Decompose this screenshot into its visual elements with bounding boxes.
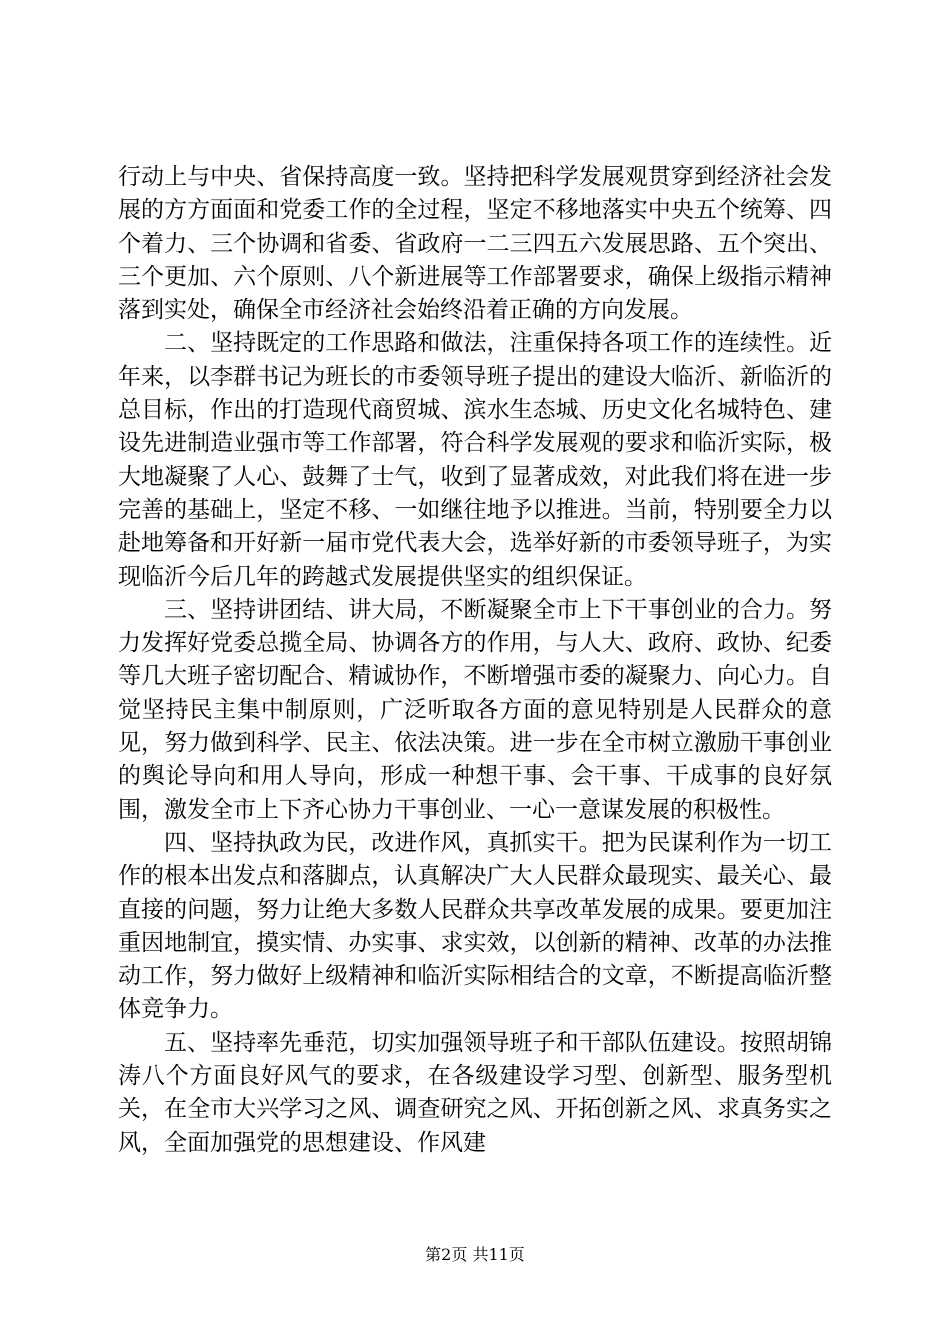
document-body <box>118 161 832 1160</box>
paragraph-2: 二、坚持既定的工作思路和做法，注重保持各项工作的连续性。近年来，以李群书记为班长的市委领导班子提出的建设大临沂、新临沂的总目标，作出的打造现代商贸城、滨水生态城、历史文化名城特色、建设先进制造业强市等工作部署，符合科学发展观的要求和临沂实际，极大地凝聚了人心、鼓舞了士气，收到了显著成效，对此我们将在进一步完善的基础上，坚定不移、一如继往地予以推进。当前，特别要全力以赴地筹备和开好新一届市党代表大会，选举好新的市委领导班子，为实现临沂今后几年的跨越式发展提供坚实的组织保证。 <box>118 330 832 590</box>
paragraph-4: 四、坚持执政为民，改进作风，真抓实干。把为民谋利作为一切工作的根本出发点和落脚点，认真解决广大人民群众最现实、最关心、最直接的问题，努力让绝大多数人民群众共享改革发展的成果。要更加注重因地制宜，摸实情、办实事、求实效，以创新的精神、改革的办法推动工作，努力做好上级精神和临沂实际相结合的文章，不断提高临沂整体竞争力。 <box>118 829 832 1023</box>
paragraph-3: 三、坚持讲团结、讲大局，不断凝聚全市上下干事创业的合力。努力发挥好党委总揽全局、协调各方的作用，与人大、政府、政协、纪委等几大班子密切配合、精诚协作，不断增强市委的凝聚力、向心力。自觉坚持民主集中制原则，广泛听取各方面的意见特别是人民群众的意见，努力做到科学、民主、依法决策。进一步在全市树立激励干事创业的舆论导向和用人导向，形成一种想干事、会干事、干成事的良好氛围，激发全市上下齐心协力干事创业、一心一意谋发展的积极性。 <box>118 596 832 823</box>
page-footer: 第2页 共11页 <box>425 1245 525 1264</box>
paragraph-5: 五、坚持率先垂范，切实加强领导班子和干部队伍建设。按照胡锦涛八个方面良好风气的要求，在各级建设学习型、创新型、服务型机关，在全市大兴学习之风、调查研究之风、开拓创新之风、求真务实之风，全面加强党的思想建设、作风建 <box>118 1029 832 1156</box>
paragraph-continuation: 行动上与中央、省保持高度一致。坚持把科学发展观贯穿到经济社会发展的方方面面和党委工作的全过程，坚定不移地落实中央五个统筹、四个着力、三个协调和省委、省政府一二三四五六发展思路、五个突出、三个更加、六个原则、八个新进展等工作部署要求，确保上级指示精神落到实处，确保全市经济社会始终沿着正确的方向发展。 <box>118 164 832 324</box>
